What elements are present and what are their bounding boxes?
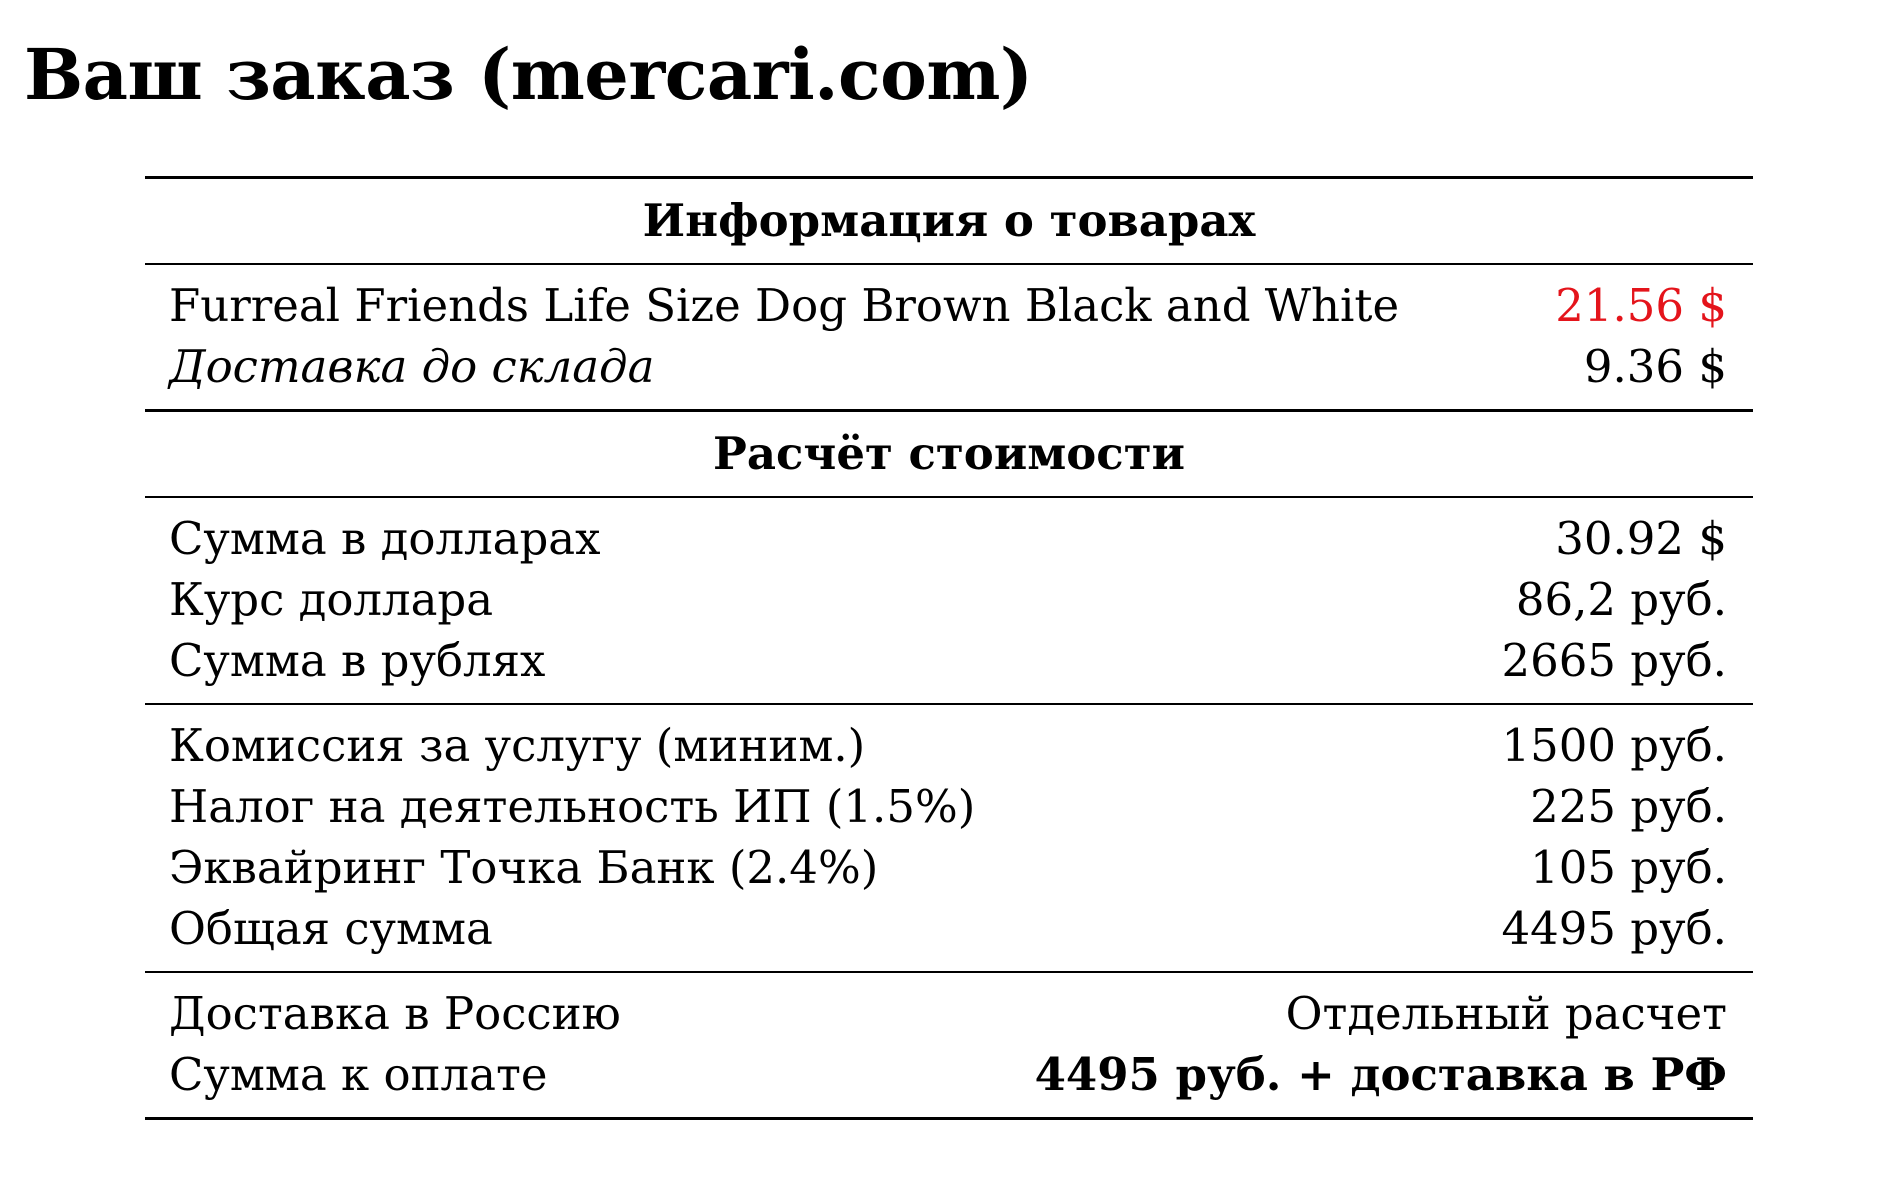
delivery-russia-label: Доставка в Россию xyxy=(169,987,621,1040)
delivery-russia-value: Отдельный расчет xyxy=(1285,987,1727,1040)
calculation-section-header: Расчёт стоимости xyxy=(145,409,1753,498)
product-name: Furreal Friends Life Size Dog Brown Black and White xyxy=(169,279,1400,332)
row-label: Сумма в долларах xyxy=(169,512,601,565)
table-row xyxy=(169,630,1727,691)
fees-group xyxy=(145,703,1753,971)
table-row xyxy=(169,715,1727,776)
table-row xyxy=(169,837,1727,898)
row-label: Эквайринг Точка Банк (2.4%) xyxy=(169,841,879,894)
page-title: Ваш заказ (mercari.com) xyxy=(24,33,1033,116)
row-value: 4495 руб. xyxy=(1501,902,1727,955)
row-label: Комиссия за услугу (миним.) xyxy=(169,719,866,772)
row-value: 86,2 руб. xyxy=(1515,573,1727,626)
row-label: Общая сумма xyxy=(169,902,493,955)
table-row xyxy=(169,898,1727,959)
warehouse-shipping-label: Доставка до склада xyxy=(169,340,655,393)
total-due-label: Сумма к оплате xyxy=(169,1048,548,1101)
products-group xyxy=(145,265,1753,409)
table-row xyxy=(169,569,1727,630)
row-value: 105 руб. xyxy=(1530,841,1727,894)
table-row xyxy=(169,508,1727,569)
row-value: 30.92 $ xyxy=(1555,512,1727,565)
currency-group xyxy=(145,498,1753,703)
row-value: 2665 руб. xyxy=(1501,634,1727,687)
row-label: Налог на деятельность ИП (1.5%) xyxy=(169,780,976,833)
table-row xyxy=(169,776,1727,837)
delivery-russia-row xyxy=(169,983,1727,1044)
warehouse-shipping-value: 9.36 $ xyxy=(1583,340,1727,393)
row-label: Курс доллара xyxy=(169,573,494,626)
products-section-header: Информация о товарах xyxy=(145,179,1753,265)
product-row xyxy=(169,275,1727,336)
row-value: 225 руб. xyxy=(1530,780,1727,833)
total-due-value: 4495 руб. + доставка в РФ xyxy=(1034,1048,1727,1101)
final-group xyxy=(145,971,1753,1117)
warehouse-shipping-row xyxy=(169,336,1727,397)
product-price: 21.56 $ xyxy=(1555,279,1727,332)
row-value: 1500 руб. xyxy=(1501,719,1727,772)
total-due-row xyxy=(169,1044,1727,1105)
order-summary-table xyxy=(145,176,1753,1120)
row-label: Сумма в рублях xyxy=(169,634,546,687)
